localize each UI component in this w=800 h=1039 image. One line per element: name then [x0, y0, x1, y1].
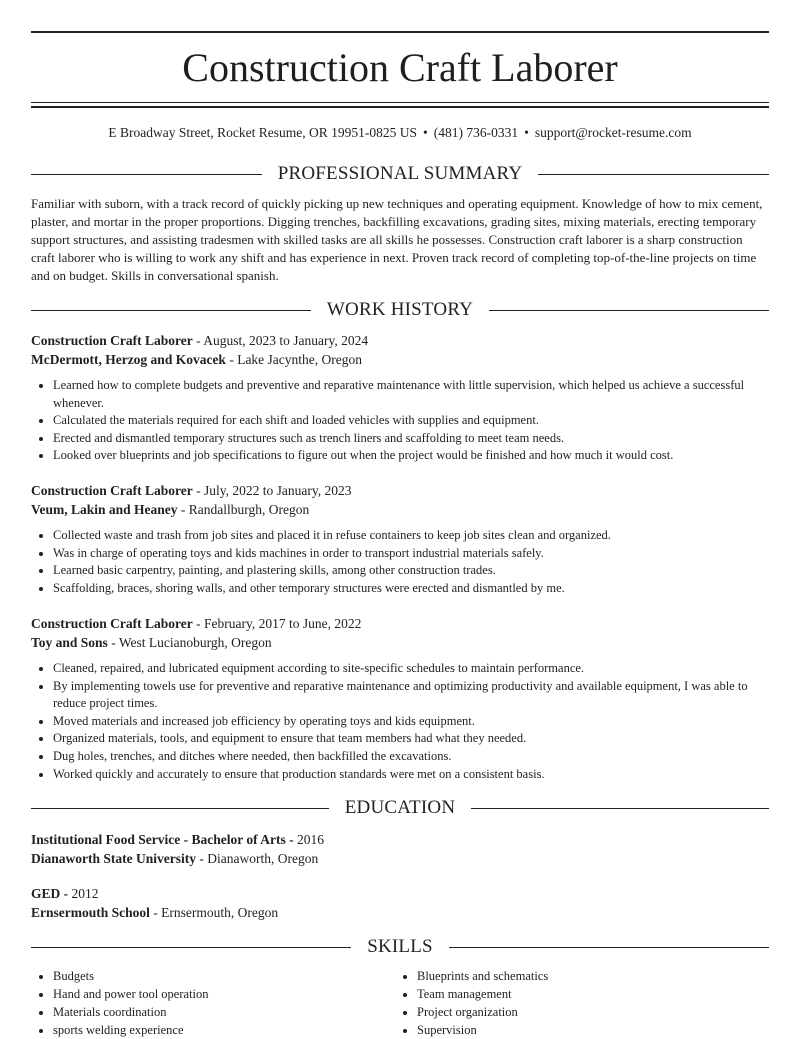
header-rule	[471, 808, 769, 809]
list-item: • Budgets	[53, 967, 395, 985]
job-location: - Randallburgh, Oregon	[177, 502, 310, 517]
job-company: Toy and Sons	[31, 635, 108, 650]
job-title-line	[31, 614, 769, 633]
header-rule	[31, 310, 311, 311]
education-degree-line	[31, 884, 769, 903]
job-dates: - February, 2017 to June, 2022	[192, 616, 362, 631]
list-item: • Moved materials and increased job efficiency by operating toys and kids equipment.	[53, 713, 769, 731]
address: E Broadway Street, Rocket Resume, OR 19951-0825 US	[108, 125, 417, 140]
section-title: SKILLS	[367, 936, 433, 957]
skills-list-right	[395, 967, 759, 1039]
list-item: • Team management	[417, 985, 759, 1003]
list-item: • Organized materials, tools, and equipment to ensure that team members had what they needed.	[53, 730, 769, 748]
job-company: Veum, Lakin and Heaney	[31, 502, 178, 517]
list-item: • Learned how to complete budgets and preventive and reparative maintenance with little supervision, which helped us achieve a successful whenever.	[53, 377, 769, 412]
contact-line	[31, 124, 769, 142]
education-entry	[31, 884, 769, 922]
job-title: Construction Craft Laborer	[31, 616, 193, 631]
education-degree: GED -	[31, 886, 69, 901]
list-item: • Learned basic carpentry, painting, and plastering skills, among other construction trades.	[53, 562, 769, 580]
phone: (481) 736-0331	[433, 125, 519, 140]
job-bullets	[31, 527, 769, 597]
header-rule	[489, 310, 769, 311]
list-item: • Hand and power tool operation	[53, 985, 395, 1003]
job-entry	[31, 481, 769, 597]
job-company-line	[31, 350, 769, 369]
email: support@rocket-resume.com	[534, 125, 692, 140]
header-rule	[449, 947, 769, 948]
job-location: - Lake Jacynthe, Oregon	[225, 352, 363, 367]
education-year: 2012	[68, 886, 99, 901]
job-company-line	[31, 633, 769, 652]
list-item: • Was in charge of operating toys and kids machines in order to transport industrial materials safely.	[53, 545, 769, 563]
job-entry	[31, 614, 769, 783]
list-item: • By implementing towels use for preventive and reparative maintenance and optimizing productivity and available equipment, I was able to reduce project times.	[53, 678, 769, 713]
section-header-summary	[31, 162, 769, 186]
double-rule	[31, 102, 769, 108]
header-rule	[31, 947, 351, 948]
section-title: PROFESSIONAL SUMMARY	[277, 163, 523, 184]
job-title-line	[31, 331, 769, 350]
header-rule	[31, 808, 329, 809]
job-dates: - August, 2023 to January, 2024	[192, 333, 369, 348]
resume-title: Construction Craft Laborer	[182, 45, 618, 90]
list-item: • Calculated the materials required for each shift and loaded vehicles with supplies and equipment.	[53, 412, 769, 430]
education-school: Dianaworth State University	[31, 851, 196, 866]
section-header-skills	[31, 935, 769, 959]
list-item: • Erected and dismantled temporary structures such as trench liners and scaffolding to meet team needs.	[53, 430, 769, 448]
job-company: McDermott, Herzog and Kovacek	[31, 352, 226, 367]
header-rule	[31, 174, 262, 175]
section-header-work	[31, 298, 769, 322]
education-location: - Ernsermouth, Oregon	[149, 905, 279, 920]
list-item: • Collected waste and trash from job sites and placed it in refuse containers to keep job sites clean and organized.	[53, 527, 769, 545]
education-year: 2016	[293, 832, 324, 847]
education-school-line	[31, 903, 769, 922]
section-header-education	[31, 796, 769, 820]
job-entry	[31, 331, 769, 465]
job-title-line	[31, 481, 769, 500]
education-degree: Institutional Food Service - Bachelor of Arts -	[31, 832, 294, 847]
list-item: • Project organization	[417, 1003, 759, 1021]
top-rule	[31, 31, 769, 33]
list-item: • Dug holes, trenches, and ditches where needed, then backfilled the excavations.	[53, 748, 769, 766]
job-dates: - July, 2022 to January, 2023	[192, 483, 352, 498]
job-location: - West Lucianoburgh, Oregon	[107, 635, 272, 650]
list-item: • Scaffolding, braces, shoring walls, and other temporary structures were erected and dismantled by me.	[53, 580, 769, 598]
skills-columns	[31, 967, 769, 1039]
job-bullets	[31, 377, 769, 465]
job-title: Construction Craft Laborer	[31, 333, 193, 348]
list-item: • Supervision	[417, 1021, 759, 1039]
education-school-line	[31, 849, 769, 868]
list-item: • Looked over blueprints and job specifications to figure out when the project would be finished and how much it would cost.	[53, 447, 769, 465]
header-rule	[538, 174, 769, 175]
list-item: • sports welding experience	[53, 1021, 395, 1039]
list-item: • Blueprints and schematics	[417, 967, 759, 985]
education-location: - Dianaworth, Oregon	[196, 851, 319, 866]
job-company-line	[31, 500, 769, 519]
job-title: Construction Craft Laborer	[31, 483, 193, 498]
job-bullets	[31, 660, 769, 783]
list-item: • Cleaned, repaired, and lubricated equipment according to site-specific schedules to maintain performance.	[53, 660, 769, 678]
education-school: Ernsermouth School	[31, 905, 150, 920]
list-item: • Worked quickly and accurately to ensure that production standards were met on a consistent basis.	[53, 766, 769, 784]
skills-list-left	[31, 967, 395, 1039]
section-title: EDUCATION	[344, 797, 456, 818]
list-item: • Materials coordination	[53, 1003, 395, 1021]
summary-text: Familiar with suborn, with a track record of quickly picking up new techniques and operating equipment. Knowledge of how to mix cement, plaster, and mortar in the proper proportions. Digging trenches, backfilling excavations, grading sites, mixing materials, erecting temporary support structures, and assisting tradesmen with skilled tasks are all skills he possesses. Construction craft laborer is a sharp construction craft laborer who is willing to work any shift and has experience in next. Proven track record of completing top-of-the-line projects on time and on budget. Skills in conversational spanish.	[31, 196, 763, 283]
education-degree-line	[31, 830, 769, 849]
separator: •	[422, 125, 428, 140]
education-entry	[31, 830, 769, 868]
section-title: WORK HISTORY	[326, 299, 474, 320]
separator: •	[524, 125, 529, 140]
